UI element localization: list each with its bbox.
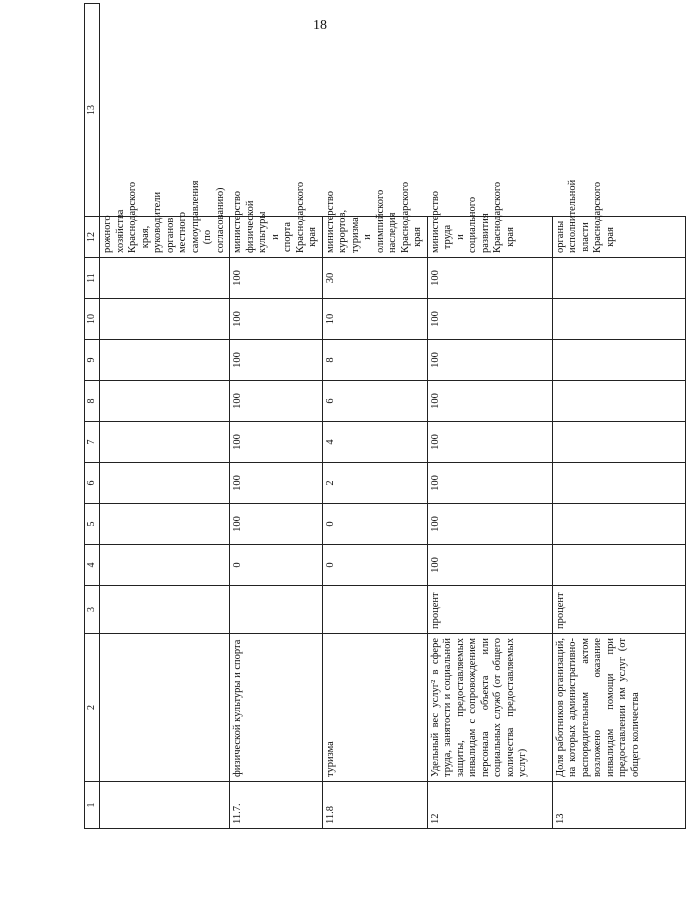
- indicator-name-cell: [100, 634, 230, 782]
- header-cell: 1: [85, 782, 100, 829]
- table-row: [552, 4, 685, 829]
- data-table: [84, 3, 686, 829]
- value-cell: 0: [322, 504, 427, 545]
- value-cell: 8: [322, 340, 427, 381]
- value-cell: 100: [230, 340, 323, 381]
- row-number-cell: 11.8: [322, 782, 427, 829]
- indicator-name-cell: туризма: [322, 634, 427, 782]
- value-cell: 2: [322, 463, 427, 504]
- value-cell: 100: [427, 258, 552, 299]
- value-cell: 30: [322, 258, 427, 299]
- header-cell: 2: [85, 634, 100, 782]
- value-cell: [552, 422, 685, 463]
- table-row: [427, 4, 552, 829]
- value-cell: [100, 463, 230, 504]
- row-number-cell: 12: [427, 782, 552, 829]
- value-cell: 100: [427, 299, 552, 340]
- header-cell: 9: [85, 340, 100, 381]
- header-cell: 8: [85, 381, 100, 422]
- value-cell: 100: [427, 504, 552, 545]
- responsible-cell: министерство физической культуры и спорта Краснодарского края: [230, 217, 323, 258]
- responsible-cell: министерство курортов, туризма и олимпийского наследия Краснодарского края: [322, 217, 427, 258]
- value-cell: [100, 299, 230, 340]
- row-number-cell: 13: [552, 782, 685, 829]
- unit-cell: [322, 586, 427, 634]
- responsible-cell: рожного хозяйства Краснодарского края, руководители органов местного самоуправления (по согласованию): [100, 217, 230, 258]
- value-cell: 6: [322, 381, 427, 422]
- value-cell: [552, 463, 685, 504]
- table-row: [100, 4, 230, 829]
- value-cell: 100: [427, 545, 552, 586]
- indicator-name-cell: Доля работников организаций, на которых административно-распорядительным актом возложено оказание инвалидам помощи при предоставлении им услуг (от общего количества: [552, 634, 685, 782]
- value-cell: [552, 258, 685, 299]
- unit-cell: процент: [427, 586, 552, 634]
- header-cell: 13: [85, 4, 100, 217]
- value-cell: [552, 545, 685, 586]
- value-cell: [100, 545, 230, 586]
- unit-cell: [230, 586, 323, 634]
- unit-cell: процент: [552, 586, 685, 634]
- header-cell: 6: [85, 463, 100, 504]
- value-cell: [552, 299, 685, 340]
- header-cell: 12: [85, 217, 100, 258]
- header-cell: 7: [85, 422, 100, 463]
- value-cell: 4: [322, 422, 427, 463]
- unit-cell: [100, 586, 230, 634]
- table-row: [322, 4, 427, 829]
- value-cell: 100: [230, 422, 323, 463]
- row-number-cell: [100, 782, 230, 829]
- value-cell: [552, 340, 685, 381]
- value-cell: [552, 381, 685, 422]
- value-cell: 0: [322, 545, 427, 586]
- value-cell: 10: [322, 299, 427, 340]
- responsible-cell: министерство труда и социального развития Краснодарского края: [427, 217, 552, 258]
- value-cell: [100, 258, 230, 299]
- header-cell: 3: [85, 586, 100, 634]
- header-row: [85, 4, 100, 829]
- value-cell: 100: [427, 422, 552, 463]
- indicator-name-cell: физической культуры и спорта: [230, 634, 323, 782]
- value-cell: 100: [427, 463, 552, 504]
- header-cell: 11: [85, 258, 100, 299]
- value-cell: 100: [230, 463, 323, 504]
- value-cell: 100: [230, 299, 323, 340]
- value-cell: 0: [230, 545, 323, 586]
- rotated-table-wrapper: [84, 44, 641, 829]
- table-row: [230, 4, 323, 829]
- row-number-cell: 11.7.: [230, 782, 323, 829]
- header-cell: 10: [85, 299, 100, 340]
- page-number: 18: [313, 18, 327, 33]
- value-cell: [100, 340, 230, 381]
- value-cell: 100: [427, 381, 552, 422]
- value-cell: 100: [230, 258, 323, 299]
- responsible-cell: органы исполнительной власти Краснодарского края: [552, 217, 685, 258]
- value-cell: 100: [427, 340, 552, 381]
- header-cell: 5: [85, 504, 100, 545]
- value-cell: 100: [230, 504, 323, 545]
- header-cell: 4: [85, 545, 100, 586]
- value-cell: [100, 504, 230, 545]
- indicator-name-cell: Удельный вес услуг² в сфере труда, занятости и социальной защиты, предоставляемых инвалидам с сопровождением персонала объекта или социальных служб (от общего количества предоставляемых услуг): [427, 634, 552, 782]
- value-cell: 100: [230, 381, 323, 422]
- value-cell: [100, 422, 230, 463]
- value-cell: [100, 381, 230, 422]
- value-cell: [552, 504, 685, 545]
